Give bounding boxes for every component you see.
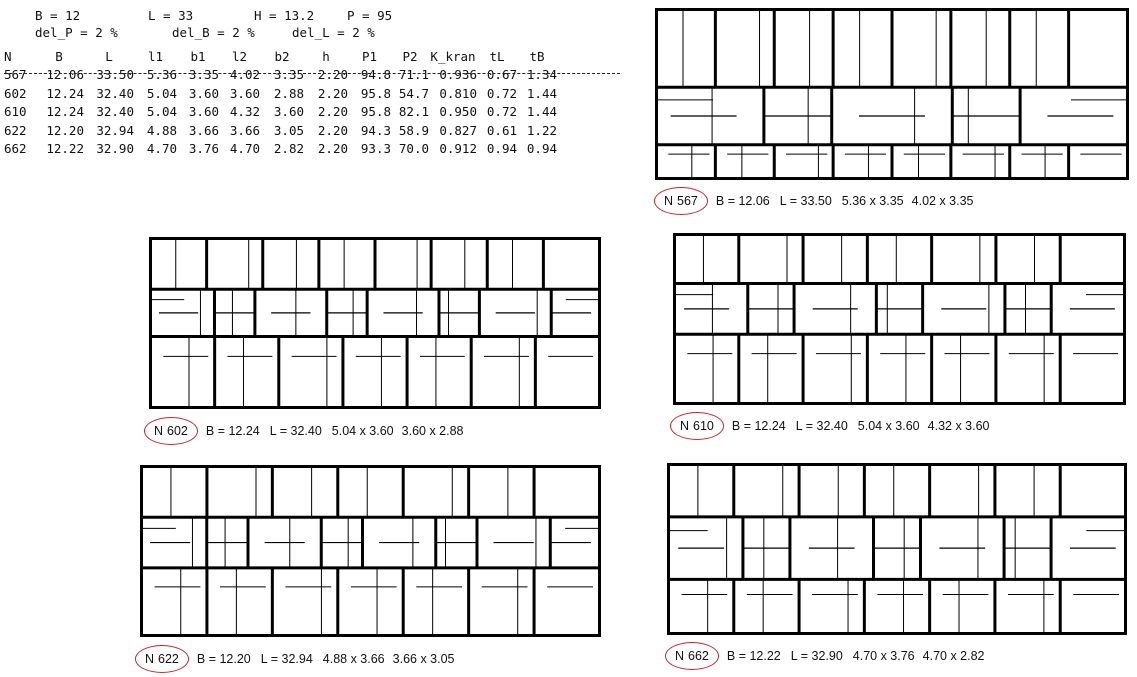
table-cell: 32.40 xyxy=(96,85,134,101)
table-cell: 1.34 xyxy=(526,67,557,83)
caption-dim1: 5.04 x 3.60 xyxy=(857,419,920,433)
table-cell: 70.0 xyxy=(398,141,429,157)
table-cell: 4.88 xyxy=(146,122,177,138)
table-cell: 0.936 xyxy=(439,67,477,83)
table-cell: 3.60 xyxy=(229,85,260,101)
table-cell: 12.06 xyxy=(46,67,84,83)
caption-dim2: 3.66 x 3.05 xyxy=(392,652,455,666)
plan-drawing xyxy=(673,233,1126,405)
caption-610 xyxy=(670,411,990,441)
plan-602 xyxy=(149,237,601,409)
table-row xyxy=(4,66,557,85)
table-cell: 4.32 xyxy=(229,104,260,120)
table-cell: 32.90 xyxy=(96,141,134,157)
caption-dim1: 5.04 x 3.60 xyxy=(331,424,394,438)
caption-dim2: 4.02 x 3.35 xyxy=(911,194,974,208)
outer-wall xyxy=(142,467,600,636)
parameters-block xyxy=(0,8,640,42)
caption-dim1: 4.70 x 3.76 xyxy=(852,649,915,663)
table-cell: 2.20 xyxy=(317,67,348,83)
plan-drawing xyxy=(667,463,1127,635)
column-header: P1 xyxy=(361,48,378,64)
table-cell: 94.3 xyxy=(360,122,391,138)
table-cell: 71.1 xyxy=(398,67,429,83)
table-row xyxy=(4,140,557,159)
caption-B: B = 12.06 xyxy=(715,194,770,208)
table-cell: 1.44 xyxy=(526,85,557,101)
column-header: K_kran xyxy=(430,48,476,64)
caption-B: B = 12.24 xyxy=(205,424,260,438)
table-cell: 622 xyxy=(4,122,27,138)
table-cell: 0.810 xyxy=(439,85,477,101)
n-badge: N 602 xyxy=(144,417,198,445)
table-cell: 610 xyxy=(4,104,27,120)
caption-dim1: 5.36 x 3.35 xyxy=(841,194,904,208)
table-cell: 5.36 xyxy=(146,67,177,83)
table-cell: 93.3 xyxy=(360,141,391,157)
column-header: N xyxy=(4,48,12,64)
n-badge: N 610 xyxy=(670,412,724,440)
table-cell: 3.66 xyxy=(188,122,219,138)
results-table xyxy=(4,47,557,158)
table-row xyxy=(4,103,557,122)
table-cell: 3.60 xyxy=(273,104,304,120)
param-L: L = 33 xyxy=(148,8,194,23)
table-cell: 2.20 xyxy=(317,104,348,120)
table-cell: 0.61 xyxy=(486,122,517,138)
column-header: l1 xyxy=(147,48,164,64)
column-header: tL xyxy=(489,48,505,64)
table-cell: 0.67 xyxy=(486,67,517,83)
plan-610 xyxy=(673,233,1126,405)
table-separator xyxy=(4,73,620,74)
table-cell: 32.94 xyxy=(96,122,134,138)
table-cell: 95.8 xyxy=(360,104,391,120)
table-row xyxy=(4,84,557,103)
plan-662 xyxy=(667,463,1127,635)
caption-L: L = 32.40 xyxy=(269,424,322,438)
table-row xyxy=(4,121,557,140)
caption-dim1: 4.88 x 3.66 xyxy=(322,652,385,666)
table-cell: 3.76 xyxy=(188,141,219,157)
plan-622 xyxy=(140,465,601,637)
column-header: b1 xyxy=(190,48,206,64)
table-cell: 3.35 xyxy=(273,67,304,83)
param-del-B: del_B = 2 % xyxy=(172,25,255,40)
caption-622 xyxy=(135,644,455,674)
outer-wall xyxy=(669,465,1126,634)
table-cell: 54.7 xyxy=(398,85,429,101)
param-B: B = 12 xyxy=(35,8,81,23)
caption-B: B = 12.24 xyxy=(731,419,786,433)
caption-L: L = 32.94 xyxy=(260,652,313,666)
table-cell: 2.88 xyxy=(273,85,304,101)
table-cell: 12.24 xyxy=(46,104,84,120)
table-cell: 2.20 xyxy=(317,122,348,138)
n-badge: N 622 xyxy=(135,645,189,673)
table-cell: 0.94 xyxy=(486,141,517,157)
table-cell: 4.70 xyxy=(146,141,177,157)
column-header: l2 xyxy=(231,48,248,64)
caption-dim2: 3.60 x 2.88 xyxy=(401,424,464,438)
column-header: tB xyxy=(529,48,545,64)
n-badge: N 567 xyxy=(654,187,708,215)
column-header: L xyxy=(105,48,113,64)
plan-drawing xyxy=(149,237,601,409)
table-cell: 0.72 xyxy=(486,85,517,101)
table-cell: 567 xyxy=(4,67,27,83)
caption-602 xyxy=(144,416,464,446)
column-header: h xyxy=(322,48,330,64)
param-H: H = 13.2 xyxy=(254,8,315,23)
param-del-P: del_P = 2 % xyxy=(35,25,118,40)
caption-L: L = 32.90 xyxy=(790,649,843,663)
table-cell: 33.50 xyxy=(96,67,134,83)
n-badge: N 662 xyxy=(665,642,719,670)
table-cell: 5.04 xyxy=(146,85,177,101)
caption-L: L = 32.40 xyxy=(795,419,848,433)
caption-B: B = 12.20 xyxy=(196,652,251,666)
table-cell: 95.8 xyxy=(360,85,391,101)
table-cell: 1.44 xyxy=(526,104,557,120)
caption-dim2: 4.32 x 3.60 xyxy=(927,419,990,433)
table-cell: 0.72 xyxy=(486,104,517,120)
table-cell: 3.05 xyxy=(273,122,304,138)
table-cell: 0.827 xyxy=(439,122,477,138)
caption-L: L = 33.50 xyxy=(779,194,832,208)
caption-dim2: 4.70 x 2.82 xyxy=(922,649,985,663)
table-cell: 5.04 xyxy=(146,104,177,120)
param-P: P = 95 xyxy=(347,8,393,23)
table-cell: 0.94 xyxy=(526,141,557,157)
table-cell: 3.60 xyxy=(188,104,219,120)
table-cell: 3.60 xyxy=(188,85,219,101)
table-header-row xyxy=(4,47,557,66)
table-cell: 3.35 xyxy=(188,67,219,83)
column-header: B xyxy=(55,48,63,64)
table-cell: 0.912 xyxy=(439,141,477,157)
table-cell: 4.02 xyxy=(229,67,260,83)
table-cell: 32.40 xyxy=(96,104,134,120)
table-cell: 2.20 xyxy=(317,85,348,101)
table-cell: 1.22 xyxy=(526,122,557,138)
table-cell: 0.950 xyxy=(439,104,477,120)
plan-drawing xyxy=(140,465,601,637)
caption-662 xyxy=(665,641,985,671)
table-cell: 12.24 xyxy=(46,85,84,101)
table-cell: 12.20 xyxy=(46,122,84,138)
outer-wall xyxy=(675,235,1125,404)
table-cell: 4.70 xyxy=(229,141,260,157)
table-cell: 3.66 xyxy=(229,122,260,138)
table-cell: 58.9 xyxy=(398,122,429,138)
table-cell: 82.1 xyxy=(398,104,429,120)
caption-B: B = 12.22 xyxy=(726,649,781,663)
plan-drawing xyxy=(655,8,1129,180)
table-cell: 94.8 xyxy=(360,67,391,83)
table-cell: 12.22 xyxy=(46,141,84,157)
column-header: P2 xyxy=(402,48,418,64)
caption-567 xyxy=(654,186,974,216)
plan-567 xyxy=(655,8,1129,180)
table-cell: 662 xyxy=(4,141,27,157)
param-del-L: del_L = 2 % xyxy=(292,25,375,40)
table-cell: 602 xyxy=(4,85,27,101)
table-cell: 2.82 xyxy=(273,141,304,157)
table-cell: 2.20 xyxy=(317,141,348,157)
column-header: b2 xyxy=(274,48,290,64)
